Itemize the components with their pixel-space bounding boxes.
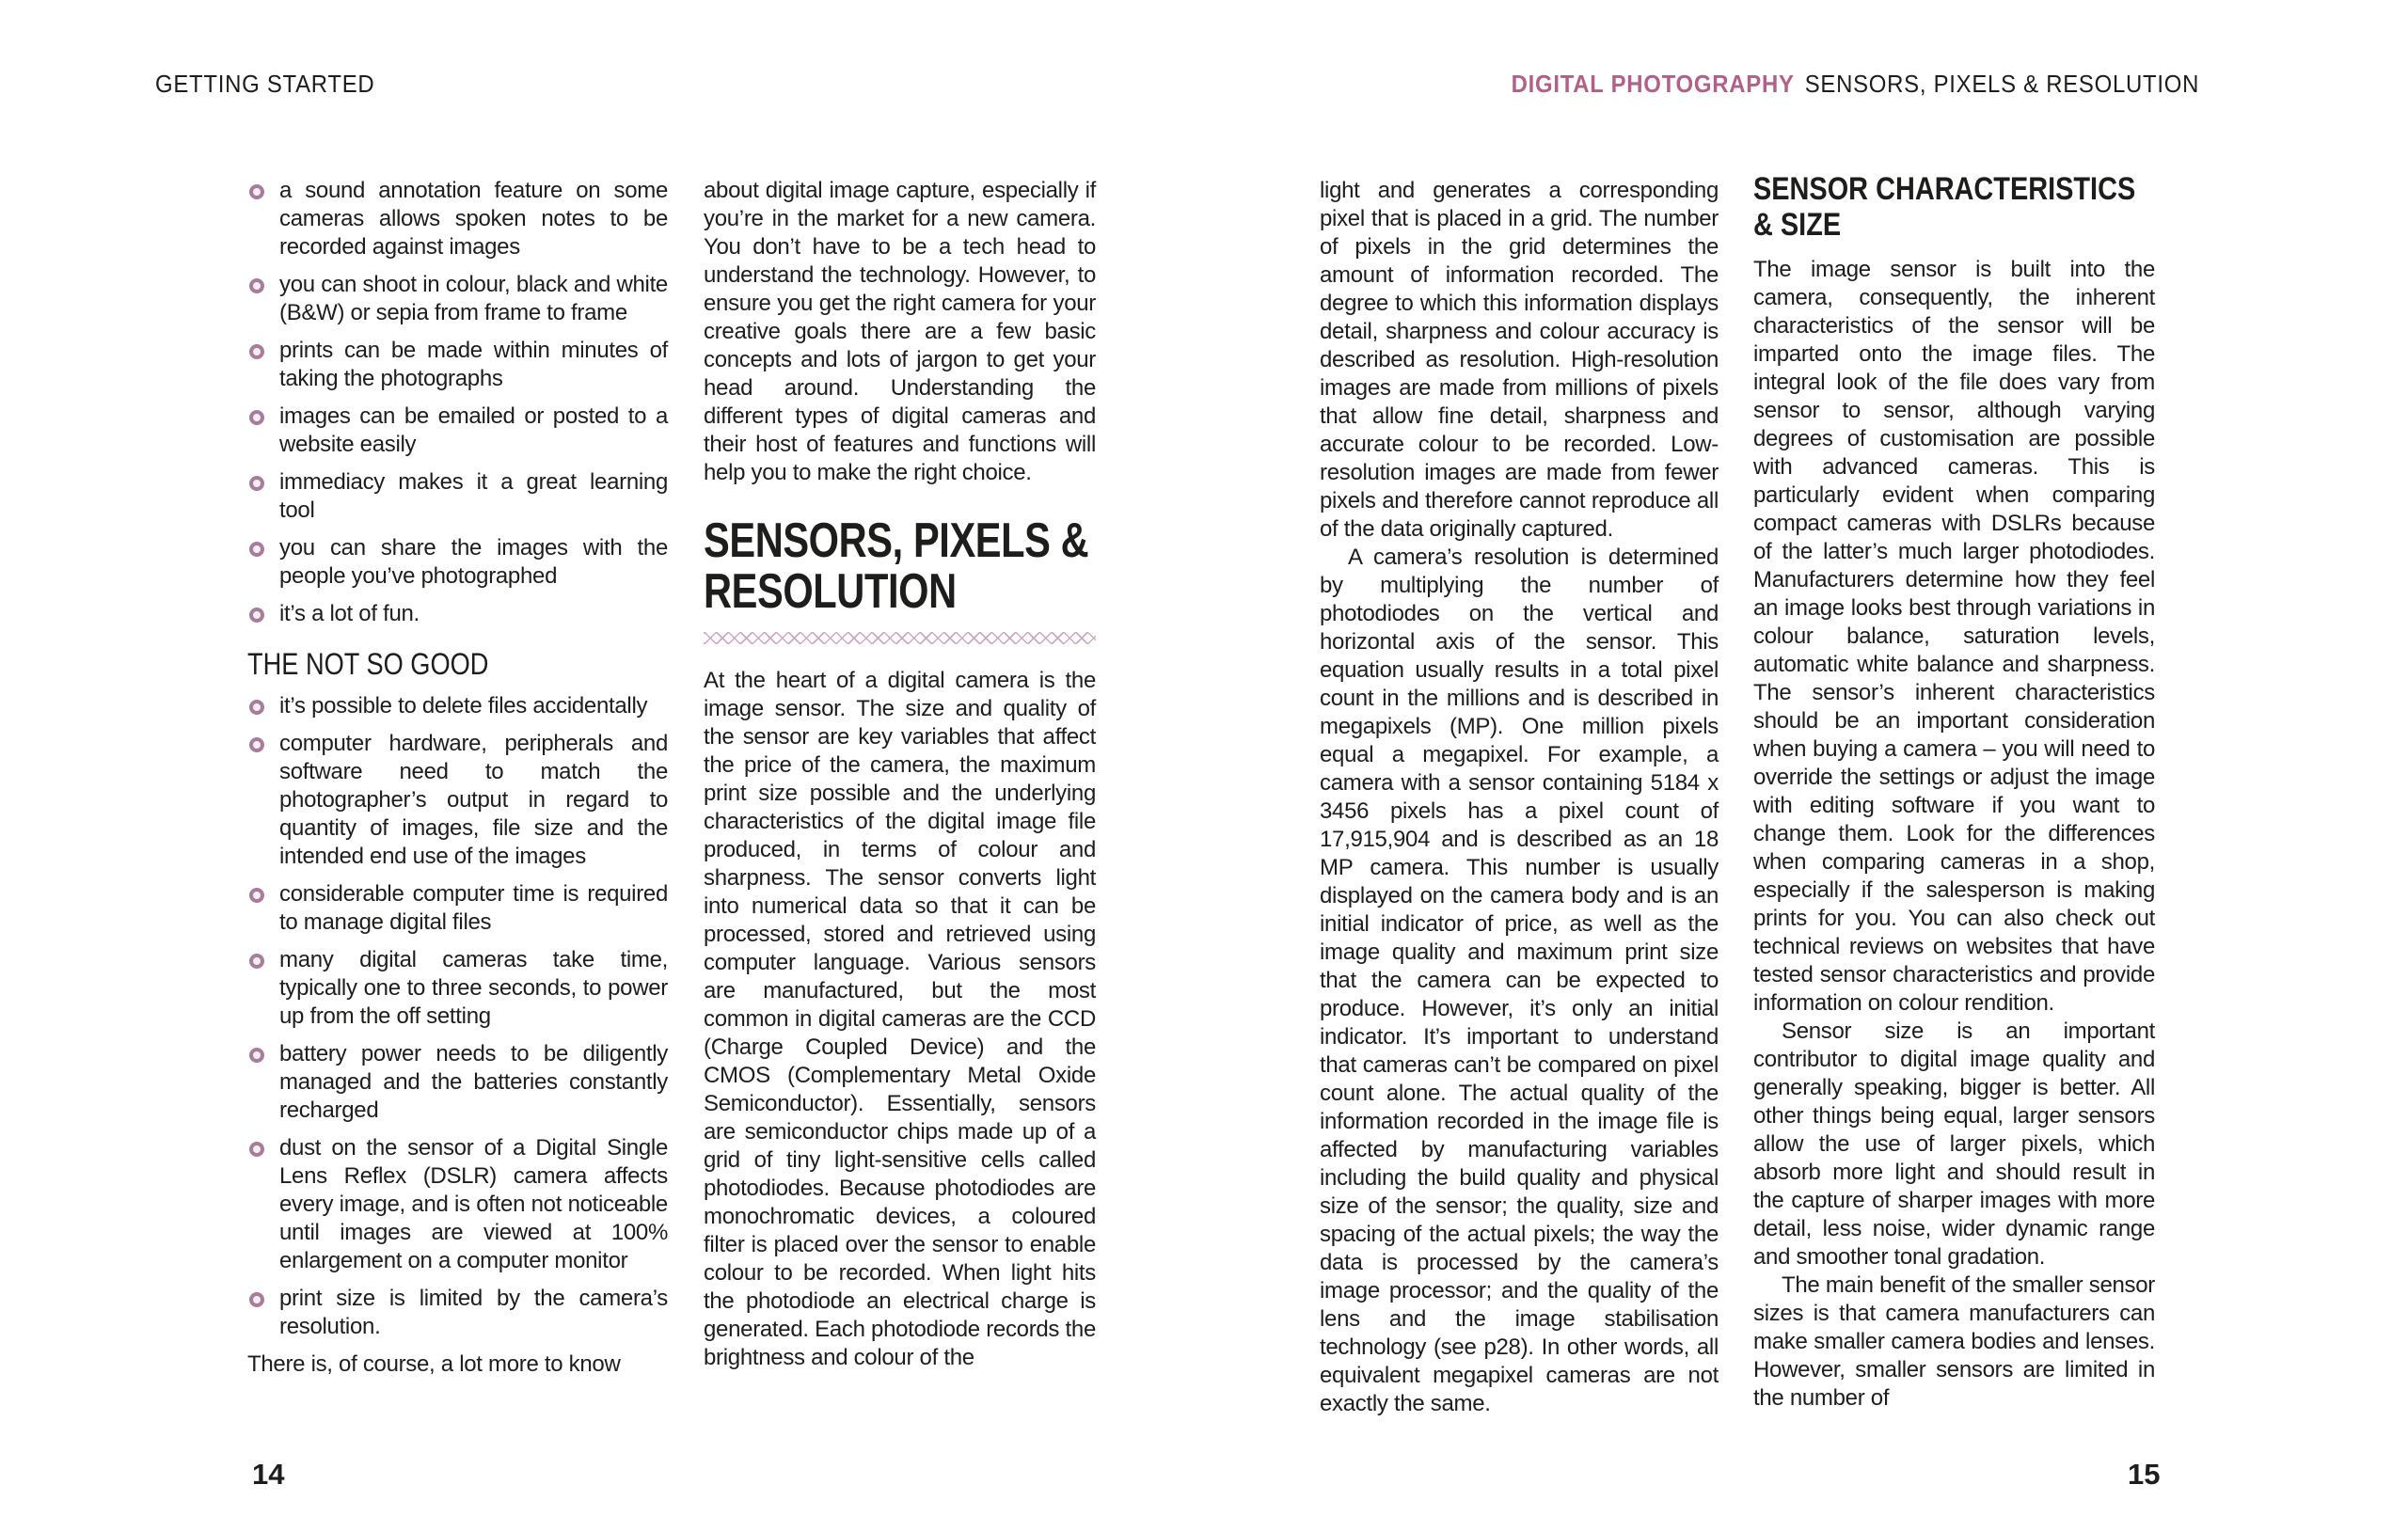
closing-line: There is, of course, a lot more to know bbox=[247, 1351, 621, 1377]
page14-column2 bbox=[704, 177, 1096, 1372]
page15-column2 bbox=[1753, 171, 2155, 1413]
bullet-ring-icon bbox=[249, 608, 264, 623]
bullet-text: you can share the images with the people you’ve photographed bbox=[279, 535, 668, 589]
list-item bbox=[247, 692, 668, 720]
list-item bbox=[247, 730, 668, 871]
bullet-ring-icon bbox=[249, 737, 264, 752]
bullet-ring-icon bbox=[249, 344, 264, 359]
diamond-chain-divider bbox=[704, 632, 1096, 644]
bullet-ring-icon bbox=[249, 542, 264, 557]
bullet-ring-icon bbox=[249, 476, 264, 491]
bullet-text: a sound annotation feature on some cameras allows spoken notes to be recorded against images bbox=[279, 178, 668, 260]
bullet-text: it’s possible to delete files accidentally bbox=[279, 693, 648, 719]
list-item bbox=[247, 337, 668, 393]
chapter-title: SENSORS, PIXELS & RESOLUTION bbox=[1804, 70, 2199, 98]
not-so-good-heading: THE NOT SO GOOD bbox=[247, 647, 489, 681]
bullet-text: immediacy makes it a great learning tool bbox=[279, 469, 668, 523]
bullet-ring-icon bbox=[249, 410, 264, 425]
list-item bbox=[247, 534, 668, 591]
page-number-right: 15 bbox=[2128, 1458, 2161, 1491]
list-item bbox=[247, 1134, 668, 1275]
bullet-ring-icon bbox=[249, 1292, 264, 1307]
bullet-ring-icon bbox=[249, 184, 264, 199]
page14-column1 bbox=[247, 177, 668, 1379]
list-item bbox=[247, 946, 668, 1031]
running-head-right bbox=[1512, 70, 2199, 98]
bullet-text: images can be emailed or posted to a website easily bbox=[279, 403, 668, 457]
list-item bbox=[247, 403, 668, 459]
running-head-left: GETTING STARTED bbox=[155, 70, 375, 98]
bullet-text: many digital cameras take time, typically one to three seconds, to power up from the off setting bbox=[279, 947, 668, 1029]
bullet-ring-icon bbox=[249, 1142, 264, 1157]
sensor-characteristics-heading: SENSOR CHARACTERISTICS & SIZE bbox=[1753, 171, 2136, 243]
bullet-ring-icon bbox=[249, 954, 264, 969]
bullet-text: considerable computer time is required to manage digital files bbox=[279, 881, 668, 935]
cons-bullet-list bbox=[247, 692, 668, 1341]
list-item bbox=[247, 880, 668, 937]
bullet-text: dust on the sensor of a Digital Single Lens Reflex (DSLR) camera affects every image, and is often not noticeable until images are viewed at 100% enlargement on a computer monitor bbox=[279, 1135, 668, 1273]
list-item bbox=[247, 600, 668, 628]
list-item bbox=[247, 468, 668, 525]
bullet-ring-icon bbox=[249, 1048, 264, 1063]
bullet-ring-icon bbox=[249, 888, 264, 903]
page-number-left: 14 bbox=[252, 1458, 285, 1491]
pros-bullet-list bbox=[247, 177, 668, 628]
body-paragraph: Sensor size is an important contributor to digital image quality and generally speaking, bigger is better. All other things being equal, larger sensors allow the use of larger pixels, which absorb more light and should result in the capture of sharper images with more detail, less noise, wider dynamic range and smoother tonal gradation. bbox=[1753, 1019, 2155, 1270]
body-paragraph: about digital image capture, especially if you’re in the market for a new camera. You don’t have to be a tech head to understand the technology. However, to ensure you get the right camera for your creative goals there are a few basic concepts and lots of jargon to get your head around. Understanding the different types of digital cameras and their host of features and functions will help you to make the right choice. bbox=[704, 178, 1096, 485]
page15-column1 bbox=[1320, 177, 1719, 1418]
bullet-ring-icon bbox=[249, 278, 264, 293]
bullet-text: you can shoot in colour, black and white (B&W) or sepia from frame to frame bbox=[279, 272, 668, 325]
body-paragraph: The image sensor is built into the camera, consequently, the inherent characteristics of the sensor will be imparted onto the image files. The integral look of the file does vary from sensor to sensor, although varying degrees of customisation are possible with advanced cameras. This is particularly evident when comparing compact cameras with DSLRs because of the latter’s much larger photodiodes. Manufacturers determine how they feel an image looks best through variations in colour balance, saturation levels, automatic white balance and sharpness. The sensor’s inherent characteristics should be an important consideration when buying a camera – you will need to override the settings or adjust the image with editing software if you want to change them. Look for the differences when comparing cameras in a shop, especially if the salesperson is making prints for you. You can also check out technical reviews on websites that have tested sensor characteristics and provide information on colour rendition. bbox=[1753, 257, 2155, 1016]
bullet-ring-icon bbox=[249, 700, 264, 715]
bullet-text: prints can be made within minutes of taking the photographs bbox=[279, 338, 668, 391]
list-item bbox=[247, 271, 668, 327]
body-paragraph: A camera’s resolution is determined by multiplying the number of photodiodes on the vertical and horizontal axis of the sensor. This equation usually results in a total pixel count in the millions and is described in megapixels (MP). One million pixels equal a megapixel. For example, a camera with a sensor containing 5184 x 3456 pixels has a pixel count of 17,915,904 and is described as an 18 MP camera. This number is usually displayed on the camera body and is an initial indicator of price, as well as the image quality and maximum print size that the camera can be expected to produce. However, it’s only an initial indicator. It’s important to understand that cameras can’t be compared on pixel count alone. The actual quality of the information recorded in the image file is affected by manufacturing variables including the build quality and physical size of the sensor; the quality, size and spacing of the actual pixels; the way the data is processed by the camera’s image processor; and the quality of the lens and the image stabilisation technology (see p28). In other words, all equivalent megapixel cameras are not exactly the same. bbox=[1320, 545, 1719, 1416]
bullet-text: it’s a lot of fun. bbox=[279, 601, 420, 626]
list-item bbox=[247, 1285, 668, 1341]
section-heading: SENSORS, PIXELS & RESOLUTION bbox=[704, 513, 1089, 619]
book-title: DIGITAL PHOTOGRAPHY bbox=[1511, 70, 1795, 98]
body-paragraph: light and generates a corresponding pixel that is placed in a grid. The number of pixels in the grid determines the amount of information recorded. The degree to which this information displays detail, sharpness and colour accuracy is described as resolution. High-resolution images are made from millions of pixels that allow fine detail, sharpness and accurate colour to be recorded. Low-resolution images are made from fewer pixels and therefore cannot reproduce all of the data originally captured. bbox=[1320, 178, 1719, 542]
body-paragraph: The main benefit of the smaller sensor sizes is that camera manufacturers can make smaller camera bodies and lenses. However, smaller sensors are limited in the number of bbox=[1753, 1272, 2155, 1411]
bullet-text: print size is limited by the camera’s resolution. bbox=[279, 1286, 668, 1339]
bullet-text: computer hardware, peripherals and software need to match the photographer’s output in regard to quantity of images, file size and the intended end use of the images bbox=[279, 731, 668, 869]
bullet-text: battery power needs to be diligently managed and the batteries constantly recharged bbox=[279, 1041, 668, 1123]
list-item bbox=[247, 177, 668, 261]
list-item bbox=[247, 1040, 668, 1125]
body-paragraph: At the heart of a digital camera is the image sensor. The size and quality of the sensor are key variables that affect the price of the camera, the maximum print size possible and the underlying characteristics of the digital image file produced, in terms of colour and sharpness. The sensor converts light into numerical data so that it can be processed, stored and retrieved using computer language. Various sensors are manufactured, but the most common in digital cameras are the CCD (Charge Coupled Device) and the CMOS (Complementary Metal Oxide Semiconductor). Essentially, sensors are semiconductor chips made up of a grid of tiny light-sensitive cells called photodiodes. Because photodiodes are monochromatic devices, a coloured filter is placed over the sensor to enable colour to be recorded. When light hits the photodiode an electrical charge is generated. Each photodiode records the brightness and colour of the bbox=[704, 668, 1096, 1370]
